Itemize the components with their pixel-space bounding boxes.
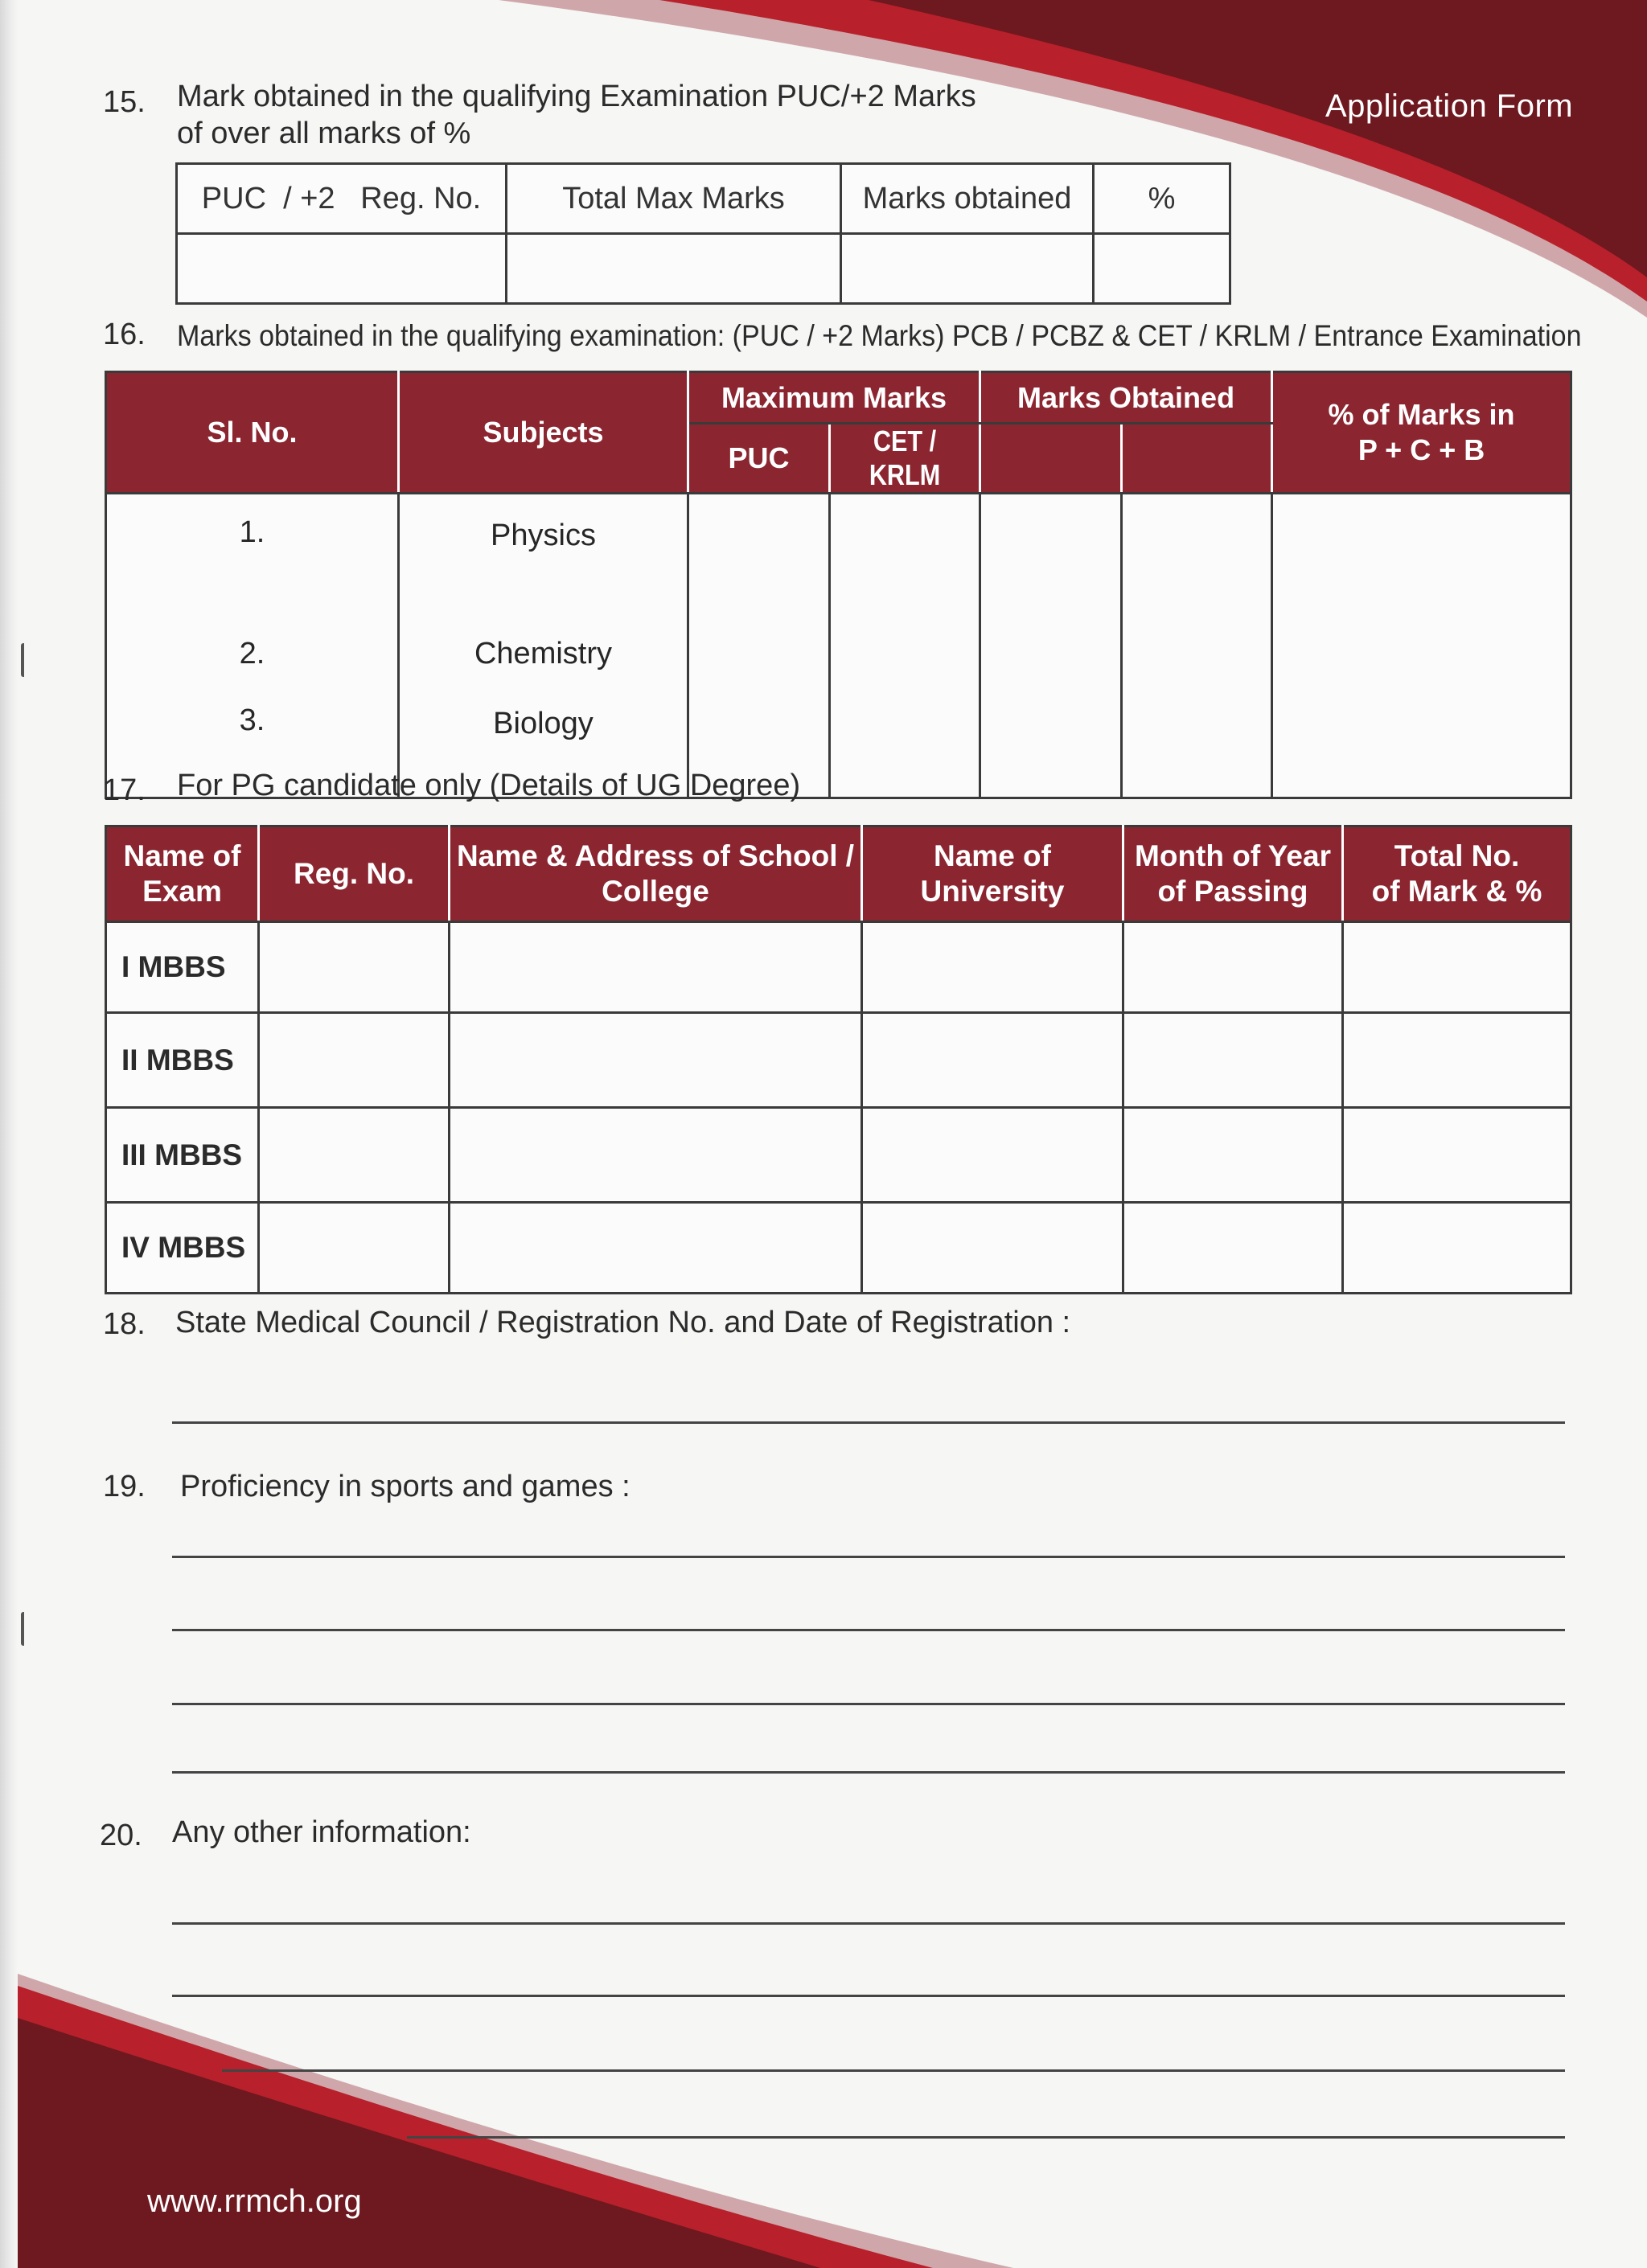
exam-header-line1: Name of: [123, 839, 241, 872]
column-header-obtained-puc: [980, 424, 1122, 494]
input-cell-university[interactable]: [862, 1203, 1123, 1294]
column-header-total-marks: [1343, 826, 1571, 922]
table-row: [106, 494, 1571, 609]
input-cell-month-of-passing[interactable]: [1123, 922, 1343, 1013]
sl-no-cell: 1.: [106, 494, 399, 609]
column-header-percent-pcb: [1272, 372, 1571, 494]
percent-header-line2: P + C + B: [1357, 433, 1485, 466]
input-cell-obtained-cet[interactable]: [1122, 494, 1272, 609]
question-18-text: State Medical Council / Registration No. and Date of Registration :: [175, 1306, 1071, 1339]
input-cell-school-college[interactable]: [450, 1108, 862, 1203]
column-header-marks-obtained: Marks Obtained: [980, 372, 1272, 424]
column-header-percent: %: [1094, 164, 1230, 234]
input-cell-reg-no[interactable]: [259, 922, 450, 1013]
column-header-obtained-cet: [1122, 424, 1272, 494]
subject-marks-table: [105, 371, 1572, 799]
input-cell-max-cet[interactable]: [830, 609, 980, 699]
question-15-line2: of over all marks of %: [177, 117, 471, 150]
question-15-text: [177, 78, 976, 152]
university-header-line2: University: [920, 875, 1065, 908]
table-row: [106, 1203, 1571, 1294]
staple-mark: [21, 643, 29, 677]
input-cell-school-college[interactable]: [450, 922, 862, 1013]
input-cell-obtained-cet[interactable]: [1122, 699, 1272, 798]
input-cell-reg-no[interactable]: [259, 1013, 450, 1108]
column-header-month-of-passing: [1123, 826, 1343, 922]
month-header-line1: Month of Year: [1135, 839, 1331, 872]
input-cell-university[interactable]: [862, 1013, 1123, 1108]
input-cell-reg-no[interactable]: [259, 1108, 450, 1203]
answer-line-other-3[interactable]: [222, 2069, 1565, 2072]
input-cell-percent-pcb[interactable]: [1272, 494, 1571, 798]
column-header-maximum-marks: Maximum Marks: [688, 372, 980, 424]
answer-line-sports-4[interactable]: [172, 1771, 1565, 1774]
university-header-line1: Name of: [934, 839, 1051, 872]
question-number-20: 20.: [100, 1819, 142, 1852]
exam-name-cell: IV MBBS: [106, 1203, 259, 1294]
input-cell-marks-obtained[interactable]: [841, 234, 1094, 304]
answer-line-registration[interactable]: [172, 1421, 1565, 1424]
question-number-17: 17.: [103, 773, 146, 807]
percent-header-line1: % of Marks in: [1328, 398, 1515, 431]
column-header-reg-no: PUC / +2 Reg. No.: [177, 164, 507, 234]
sl-no-cell: 2.: [106, 609, 399, 699]
school-header-line2: College: [602, 875, 709, 908]
staple-mark: [21, 1612, 29, 1646]
exam-name-cell: I MBBS: [106, 922, 259, 1013]
table-row: [106, 1108, 1571, 1203]
answer-line-other-2[interactable]: [172, 1995, 1565, 1997]
table-row: [106, 922, 1571, 1013]
answer-line-sports-1[interactable]: [172, 1556, 1565, 1558]
question-16-text: Marks obtained in the qualifying examination: (PUC / +2 Marks) PCB / PCBZ & CET / KRLM / Entrance Examination: [177, 319, 1582, 352]
input-cell-max-puc[interactable]: [688, 494, 830, 609]
subject-cell: Chemistry: [399, 609, 688, 699]
input-cell-max-puc[interactable]: [688, 609, 830, 699]
input-cell-reg-no[interactable]: [259, 1203, 450, 1294]
input-cell-month-of-passing[interactable]: [1123, 1203, 1343, 1294]
month-header-line2: of Passing: [1157, 875, 1308, 908]
input-cell-school-college[interactable]: [450, 1013, 862, 1108]
question-number-18: 18.: [103, 1307, 146, 1341]
answer-line-other-1[interactable]: [172, 1922, 1565, 1925]
total-header-line1: Total No.: [1394, 839, 1520, 872]
answer-line-other-4[interactable]: [407, 2136, 1565, 2139]
input-cell-total-marks[interactable]: [1343, 1013, 1571, 1108]
input-cell-university[interactable]: [862, 1108, 1123, 1203]
sl-no-cell: 3.: [106, 699, 399, 798]
column-header-marks-obtained: Marks obtained: [841, 164, 1094, 234]
exam-name-cell: III MBBS: [106, 1108, 259, 1203]
cet-krlm-label: CET / KRLM: [869, 424, 941, 491]
input-cell-obtained-puc[interactable]: [980, 609, 1122, 699]
input-cell-total-marks[interactable]: [1343, 922, 1571, 1013]
input-cell-obtained-cet[interactable]: [1122, 609, 1272, 699]
exam-name-cell: II MBBS: [106, 1013, 259, 1108]
input-cell-month-of-passing[interactable]: [1123, 1013, 1343, 1108]
school-header-line1: Name & Address of School /: [456, 839, 855, 872]
subject-cell: Biology: [399, 699, 688, 798]
column-header-university: [862, 826, 1123, 922]
input-cell-month-of-passing[interactable]: [1123, 1108, 1343, 1203]
ug-degree-table: [105, 825, 1572, 1294]
column-header-school-college: [450, 826, 862, 922]
total-header-line2: of Mark & %: [1371, 875, 1542, 908]
answer-line-sports-3[interactable]: [172, 1703, 1565, 1705]
question-15-line1: Mark obtained in the qualifying Examination PUC/+2 Marks: [177, 80, 976, 113]
column-header-name-of-exam: [106, 826, 259, 922]
input-cell-total-max-marks[interactable]: [507, 234, 841, 304]
answer-line-sports-2[interactable]: [172, 1629, 1565, 1631]
column-header-reg-no: Reg. No.: [259, 826, 450, 922]
question-20-text: Any other information:: [172, 1815, 471, 1849]
input-cell-max-cet[interactable]: [830, 699, 980, 798]
input-cell-total-marks[interactable]: [1343, 1203, 1571, 1294]
question-17-text: For PG candidate only (Details of UG Degree): [177, 769, 801, 802]
column-header-total-max-marks: Total Max Marks: [507, 164, 841, 234]
header-title: Application Form: [1325, 88, 1574, 124]
subject-cell: Physics: [399, 494, 688, 609]
input-cell-percent[interactable]: [1094, 234, 1230, 304]
column-header-subjects: Subjects: [399, 372, 688, 494]
column-header-cet-krlm: [830, 424, 980, 494]
question-number-15: 15.: [103, 85, 146, 119]
input-cell-obtained-puc[interactable]: [980, 494, 1122, 609]
input-cell-school-college[interactable]: [450, 1203, 862, 1294]
input-cell-university[interactable]: [862, 922, 1123, 1013]
column-header-puc: PUC: [688, 424, 830, 494]
input-cell-total-marks[interactable]: [1343, 1108, 1571, 1203]
footer-website-link[interactable]: www.rrmch.org: [147, 2184, 362, 2219]
input-cell-reg-no[interactable]: [177, 234, 507, 304]
table-row: [106, 1013, 1571, 1108]
input-cell-max-cet[interactable]: [830, 494, 980, 609]
question-number-19: 19.: [103, 1470, 146, 1503]
question-number-16: 16.: [103, 318, 146, 351]
exam-header-line2: Exam: [142, 875, 222, 908]
input-cell-obtained-puc[interactable]: [980, 699, 1122, 798]
column-header-sl-no: Sl. No.: [106, 372, 399, 494]
marks-summary-table: [175, 162, 1231, 305]
question-19-text: Proficiency in sports and games :: [180, 1470, 630, 1503]
